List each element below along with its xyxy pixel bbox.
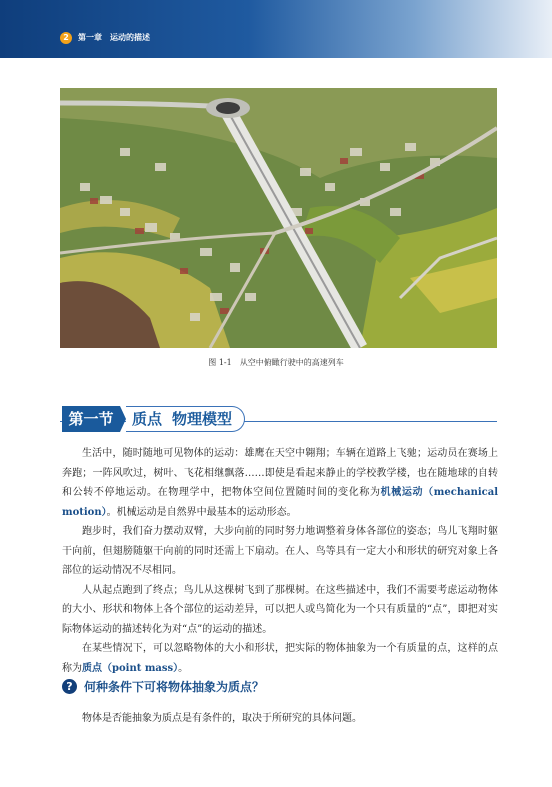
question-answer: 物体是否能抽象为质点是有条件的，取决于所研究的具体问题。 [82, 713, 362, 724]
section-label: 第一节 [62, 406, 120, 432]
term-english: （point mass） [102, 662, 179, 674]
term-mechanical-motion: 机械运动 [380, 487, 424, 498]
figure-number: 图 1-1 [208, 358, 232, 367]
term-english: （mechanical motion） [62, 487, 499, 518]
page-header [0, 0, 552, 58]
figure-caption-text: 从空中俯瞰行驶中的高速列车 [239, 358, 344, 367]
chapter-title: 运动的描述 [110, 33, 150, 42]
body-text [62, 444, 498, 678]
section-title-sub: 物理模型 [172, 410, 233, 428]
paragraph: 人从起点跑到了终点；鸟儿从这棵树飞到了那棵树。在这些描述中，我们不需要考虑运动物体的大小、形状和物体上各个部位的运动差异，可以把人或鸟简化为一个只有质量的“点”，即把对实际物体运动的描述转化为对“点”的运动的描述。 [62, 584, 498, 635]
term-point-mass: 质点 [82, 662, 102, 674]
section-title [126, 406, 245, 432]
question-icon: ? [62, 679, 77, 694]
paragraph: 生活中，随时随地可见物体的运动：雄鹰在天空中翱翔；车辆在道路上飞驰；运动员在赛场上奔跑；一阵风吹过，树叶、飞花相继飘落……即使是看起来静止的学校教学楼，也在随地球的自转和公转不停地运动。在物理学中，把物体空间位置随时间的变化称为机械运动（mechanical motion）。机械运动是自然界中最基本的运动形态。 [62, 448, 499, 518]
section-title-main: 质点 [132, 410, 163, 428]
page-number-badge: 2 [60, 32, 72, 44]
chapter-heading [78, 32, 150, 44]
paragraph: 跑步时，我们奋力摆动双臂，大步向前的同时努力地调整着身体各部位的姿态；鸟儿飞翔时躯干向前，但翅膀随躯干向前的同时还需上下扇动。在人、鸟等具有一定大小和形状的研究对象上各部位的运动情况不尽相同。 [62, 526, 498, 576]
chapter-number: 第一章 [78, 33, 102, 42]
question-text: 何种条件下可将物体抽象为质点？ [84, 680, 265, 694]
paragraph: 在某些情况下，可以忽略物体的大小和形状，把实际的物体抽象为一个有质量的点，这样的点称为质点（point mass）。 [62, 643, 498, 674]
figure-caption [0, 357, 552, 368]
aerial-train-photo [60, 88, 497, 348]
